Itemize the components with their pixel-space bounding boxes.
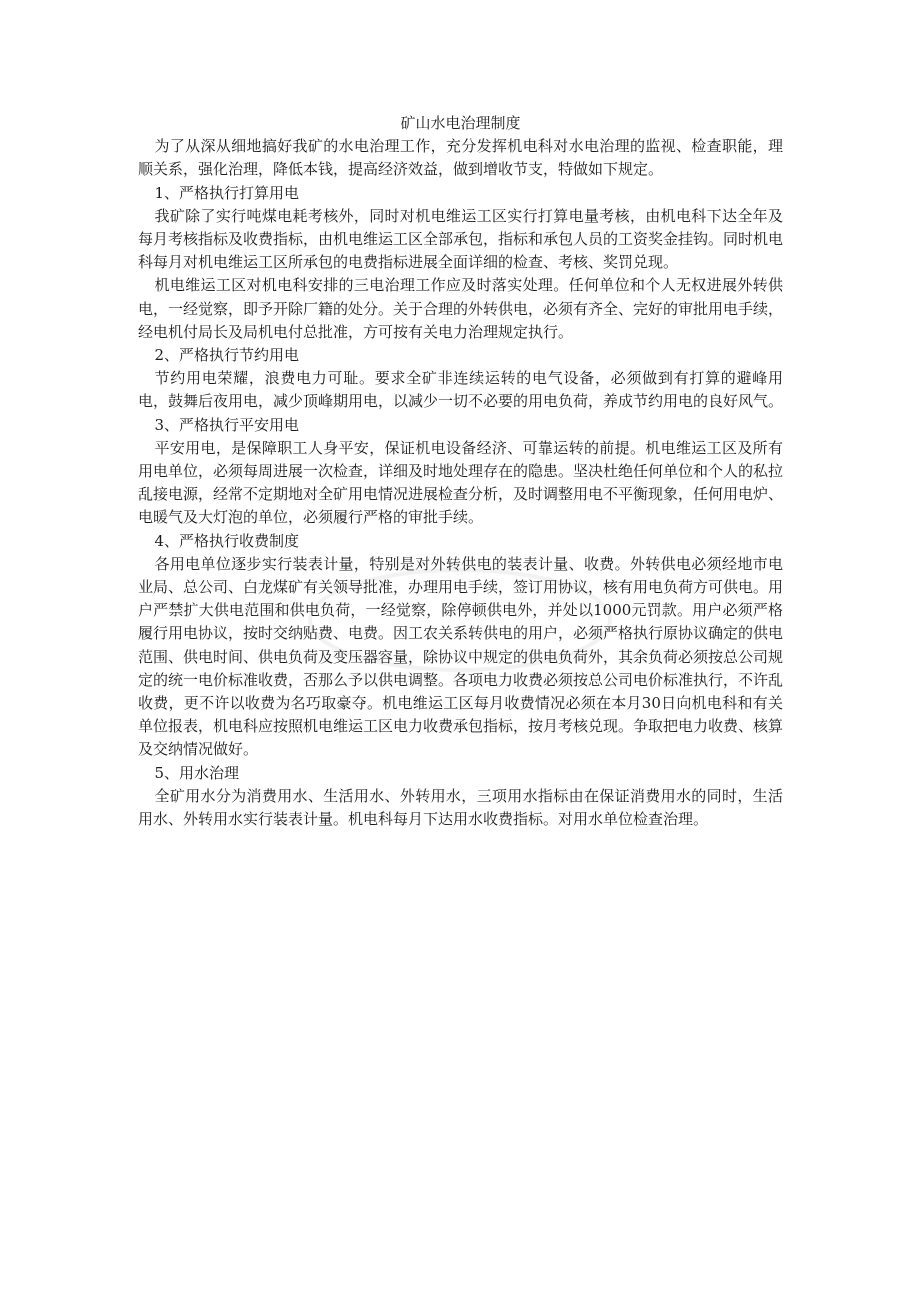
section-5-paragraph-1: 全矿用水分为消费用水、生活用水、外转用水，三项用水指标由在保证消费用水的同时，生活用水、外转用水实行装表计量。机电科每月下达用水收费指标。对用水单位检查治理。 (138, 786, 783, 829)
section-1-paragraph-2: 机电维运工区对机电科安排的三电治理工作应及时落实处理。任何单位和个人无权进展外转供电，一经觉察，即予开除厂籍的处分。关于合理的外转供电，必须有齐全、完好的审批用电手续，经电机付局长及局机电付总批准，方可按有关电力治理规定执行。 (138, 276, 784, 341)
section-1-heading: 1、严格执行打算用电 (154, 183, 300, 202)
section-3-paragraph-1: 平安用电，是保障职工人身平安，保证机电设备经济、可靠运转的前提。机电维运工区及所有用电单位，必须每周进展一次检查，详细及时地处理存在的隐患。坚决杜绝任何单位和个人的私拉乱接电源，经常不定期地对全矿用电情况进展检查分析，及时调整用电不平衡现象，任何用电炉、电暖气及大灯泡的单位，必须履行严格的审批手续。 (138, 438, 784, 527)
section-3-heading: 3、严格执行平安用电 (154, 415, 300, 434)
section-1-paragraph-1: 我矿除了实行吨煤电耗考核外，同时对机电维运工区实行打算电量考核，由机电科下达全年及每月考核指标及收费指标，由机电维运工区全部承包，指标和承包人员的工资奖金挂钩。同时机电科每月对机电维运工区所承包的电费指标进展全面详细的检查、考核、奖罚兑现。 (138, 206, 784, 272)
section-2-paragraph-1: 节约用电荣耀，浪费电力可耻。要求全矿非连续运转的电气设备，必须做到有打算的避峰用电，鼓舞后夜用电，减少顶峰期用电，以减少一切不必要的用电负荷，养成节约用电的良好风气。 (138, 369, 784, 411)
document-title: 矿山水电治理制度 (400, 114, 521, 132)
intro-paragraph: 为了从深从细地搞好我矿的水电治理工作，充分发挥机电科对水电治理的监视、检查职能，理顺关系，强化治理，降低本钱，提高经济效益，做到增收节支，特做如下规定。 (138, 137, 783, 179)
section-5-heading: 5、用水治理 (154, 763, 240, 782)
document-body (138, 112, 783, 831)
section-2-heading: 2、严格执行节约用电 (154, 346, 300, 365)
section-4-paragraph-1: 各用电单位逐步实行装表计量，特别是对外转供电的装表计量、收费。外转供电必须经地市电业局、总公司、白龙煤矿有关领导批准，办理用电手续，签订用协议，核有用电负荷方可供电。用户严禁扩大供电范围和供电负荷，一经觉察，除停顿供电外，并处以1000元罚款。用户必须严格履行用电协议，按时交纳贴费、电费。因工农关系转供电的用户，必须严格执行原协议确定的供电范围、供电时间、供电负荷及变压器容量，除协议中规定的供电负荷外，其余负荷必须按总公司规定的统一电价标准收费，否那么予以供电调整。各项电力收费必须按总公司电价标准执行，不许乱收费，更不许以收费为名巧取豪夺。机电维运工区每月收费情况必须在本月30日向机电科和有关单位报表，机电科应按照机电维运工区电力收费承包指标，按月考核兑现。争取把电力收费、核算及交纳情况做好。 (138, 554, 784, 759)
section-4-heading: 4、严格执行收费制度 (154, 531, 300, 550)
